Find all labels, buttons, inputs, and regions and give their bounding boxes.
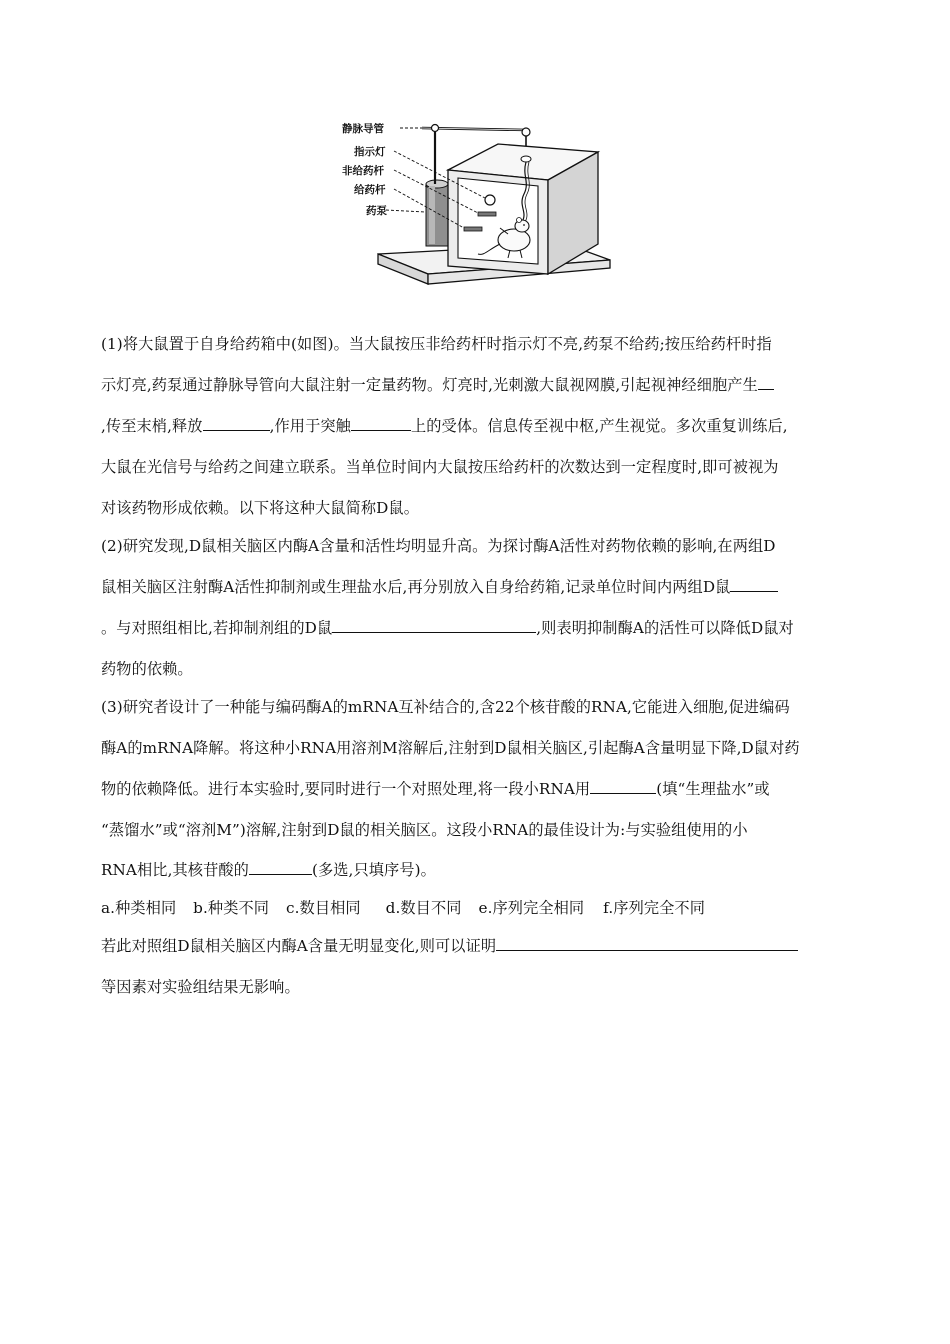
- q1-line-2: [101, 374, 774, 395]
- q3-line-1: (3)研究者设计了一种能与编码酶A的mRNA互补结合的,含22个核苷酸的RNA,它能进入细胞,促进编码: [101, 698, 790, 716]
- answer-blank[interactable]: [249, 861, 312, 875]
- q3-text: RNA相比,其核苷酸的: [101, 861, 249, 879]
- q2-text: 鼠相关脑区注射酶A活性抑制剂或生理盐水后,再分别放入自身给药箱,记录单位时间内两组D鼠: [101, 578, 731, 596]
- q2-line-3: [101, 617, 794, 638]
- q2-line-4: 药物的依赖。: [101, 660, 193, 678]
- label-drug-lever: 给药杆: [354, 184, 386, 196]
- q1-line-1: (1)将大鼠置于自身给药箱中(如图)。当大鼠按压非给药杆时指示灯不亮,药泵不给药;按压给药杆时指: [101, 335, 772, 353]
- label-vein-catheter: 静脉导管: [342, 123, 384, 135]
- q1-text: ,传至末梢,释放: [101, 417, 203, 435]
- q4-line-1: [101, 935, 798, 956]
- option-d: d.数目不同: [385, 899, 462, 917]
- options-line: [101, 897, 705, 918]
- indicator-light: [485, 195, 495, 205]
- answer-blank[interactable]: [351, 417, 411, 431]
- q3-line-5: [101, 859, 436, 880]
- option-a: a.种类相同: [101, 899, 177, 917]
- q2-text: ,则表明抑制酶A的活性可以降低D鼠对: [536, 619, 794, 637]
- q3-text: (多选,只填序号)。: [311, 861, 436, 879]
- q3-text: 物的依赖降低。进行本实验时,要同时进行一个对照处理,将一段小RNA用: [101, 780, 591, 798]
- pump-cylinder: [426, 180, 448, 246]
- q1-text: 示灯亮,药泵通过静脉导管向大鼠注射一定量药物。灯亮时,光刺激大鼠视网膜,引起视神经细胞产生: [101, 376, 758, 394]
- option-f: f.序列完全不同: [603, 899, 706, 917]
- answer-blank[interactable]: [730, 578, 778, 592]
- option-e: e.序列完全相同: [478, 899, 585, 917]
- q4-line-2: 等因素对实验组结果无影响。: [101, 978, 300, 996]
- q1-text: ,作用于突触: [269, 417, 351, 435]
- q3-line-4: “蒸馏水”或“溶剂M”)溶解,注射到D鼠的相关脑区。这段小RNA的最佳设计为:与实验组使用的小: [101, 821, 748, 839]
- q2-text: 。与对照组相比,若抑制剂组的D鼠: [101, 619, 333, 637]
- q2-line-1: (2)研究发现,D鼠相关脑区内酶A含量和活性均明显升高。为探讨酶A活性对药物依赖的影响,在两组D: [101, 537, 776, 555]
- q1-line-3: [101, 415, 788, 436]
- option-b: b.种类不同: [193, 899, 270, 917]
- label-non-drug-lever: 非给药杆: [342, 165, 384, 177]
- q3-line-2: 酶A的mRNA降解。将这种小RNA用溶剂M溶解后,注射到D鼠相关脑区,引起酶A含量明显下降,D鼠对药: [101, 739, 800, 757]
- non-drug-lever: [478, 212, 496, 216]
- option-c: c.数目相同: [286, 899, 361, 917]
- q1-line-5: 对该药物形成依赖。以下将这种大鼠简称D鼠。: [101, 499, 420, 517]
- answer-blank[interactable]: [203, 417, 270, 431]
- answer-blank[interactable]: [496, 937, 798, 951]
- answer-blank[interactable]: [590, 780, 656, 794]
- drug-lever: [464, 227, 482, 231]
- answer-blank[interactable]: [758, 376, 774, 390]
- q1-line-4: 大鼠在光信号与给药之间建立联系。当单位时间内大鼠按压给药杆的次数达到一定程度时,即可被视为: [101, 458, 779, 476]
- q1-text: 上的受体。信息传至视中枢,产生视觉。多次重复训练后,: [410, 417, 788, 435]
- q2-line-2: [101, 576, 778, 597]
- q3-text: (填“生理盐水”或: [656, 780, 770, 798]
- label-drug-pump: 药泵: [366, 205, 387, 217]
- apparatus-figure: [338, 116, 612, 302]
- q4-text: 若此对照组D鼠相关脑区内酶A含量无明显变化,则可以证明: [101, 937, 497, 955]
- label-indicator-light: 指示灯: [354, 146, 386, 158]
- answer-blank[interactable]: [332, 619, 536, 633]
- q3-line-3: [101, 778, 770, 799]
